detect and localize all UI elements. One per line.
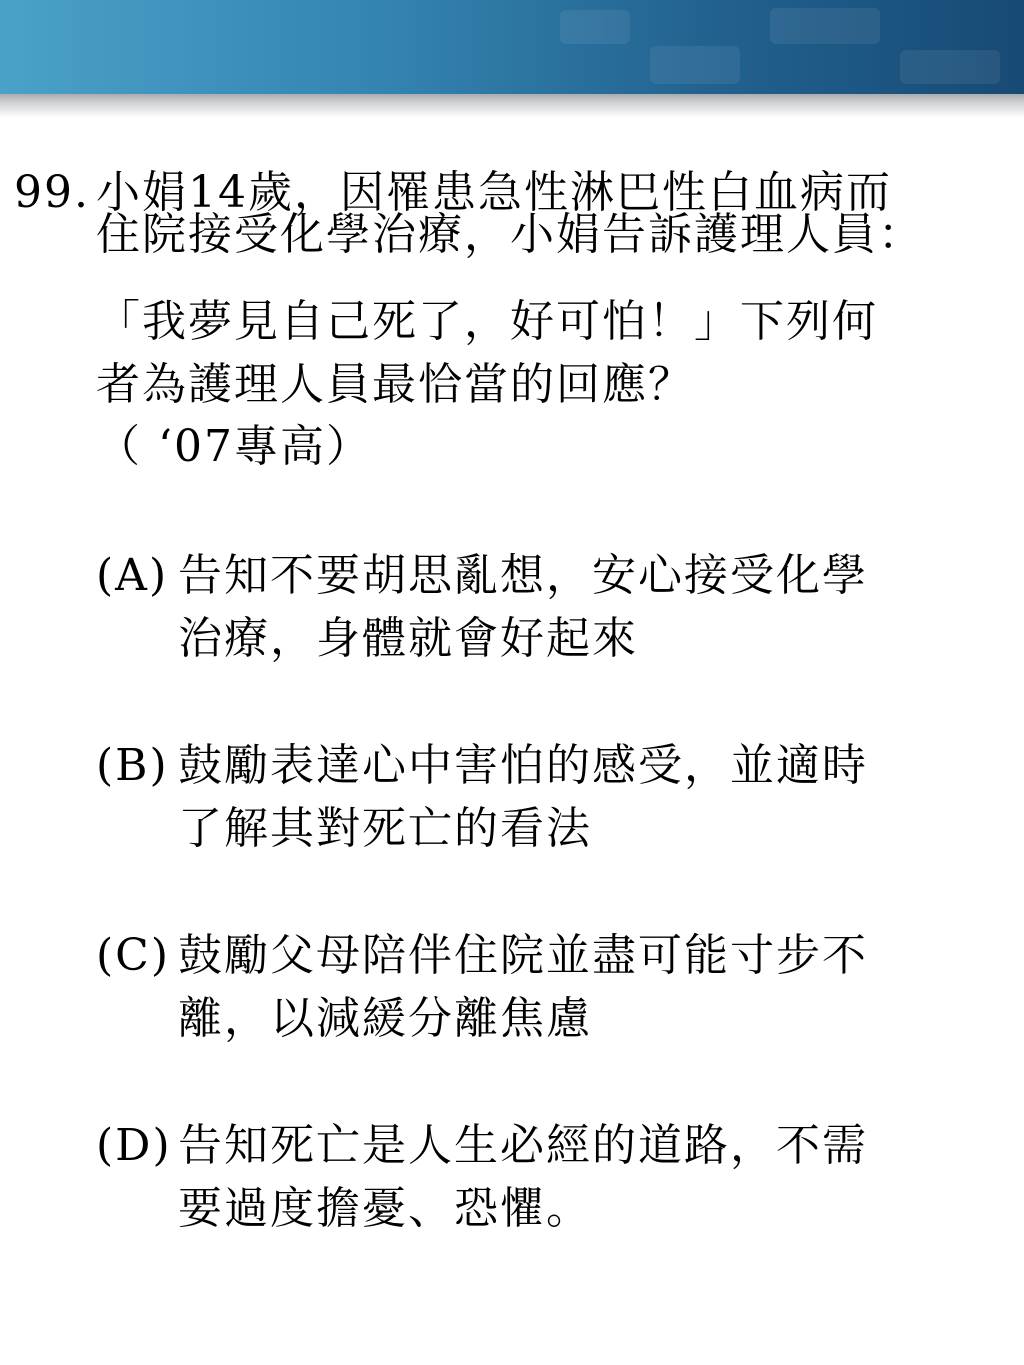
option-a-line-2: 治療，身體就會好起來	[178, 613, 638, 664]
question-number: 99.	[14, 167, 90, 218]
option-d-label: (D)	[96, 1120, 172, 1171]
option-c-line-1: 鼓勵父母陪伴住院並盡可能寸步不	[178, 930, 868, 981]
option-d-line-1: 告知死亡是人生必經的道路，不需	[178, 1120, 868, 1171]
option-d-line-2: 要過度擔憂、恐懼。	[178, 1183, 592, 1234]
question-stem-line-1: 小娟14歲，因罹患急性淋巴性白血病而	[96, 167, 892, 218]
option-a-label: (A)	[96, 550, 169, 601]
question-stem-line-2: 住院接受化學治療，小娟告訴護理人員：	[96, 209, 924, 260]
question-stem-line-4: 者為護理人員最恰當的回應？	[96, 359, 694, 410]
option-b-line-2: 了解其對死亡的看法	[178, 803, 592, 854]
option-b-line-1: 鼓勵表達心中害怕的感受，並適時	[178, 740, 868, 791]
option-c-label: (C)	[96, 930, 170, 981]
option-a-line-1: 告知不要胡思亂想，安心接受化學	[178, 550, 868, 601]
option-c-line-2: 離，以減緩分離焦慮	[178, 993, 592, 1044]
option-b-label: (B)	[96, 740, 169, 791]
exam-source: （ ‘07專高）	[96, 421, 372, 472]
question-stem-line-3: 「我夢見自己死了，好可怕！」下列何	[96, 296, 878, 347]
